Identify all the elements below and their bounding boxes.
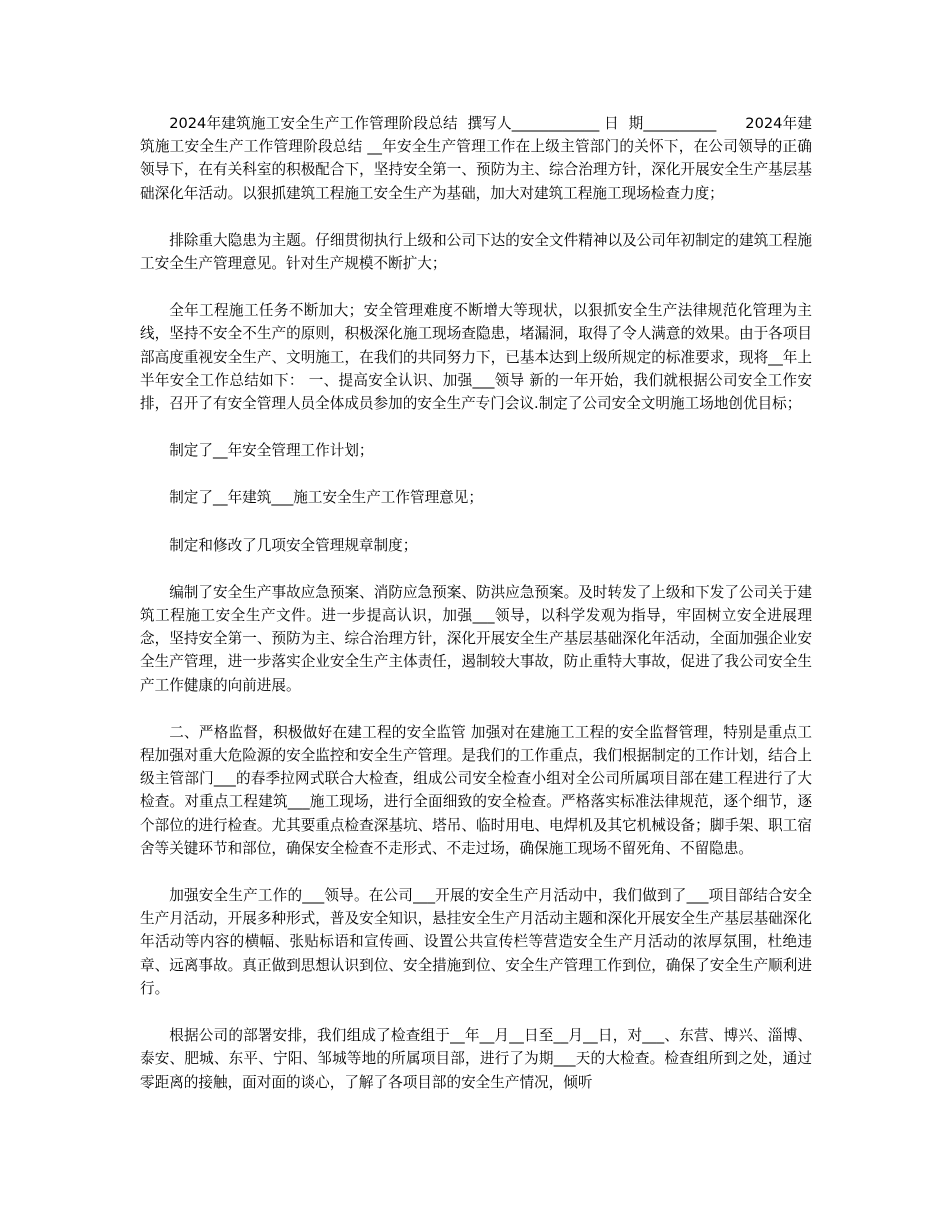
paragraph-emergency-plans: 编制了安全生产事故应急预案、消防应急预案、防洪应急预案。及时转发了上级和下发了公司关于建筑工程施工安全生产文件。进一步提高认识，加强___领导，以科学发观为指导，牢固树立安全进展理念，坚持安全第一、预防为主、综合治理方针，深化开展安全生产基层基础深化年活动，全面加强企业安全生产管理，进一步落实企业安全生产主体责任，遏制较大事故，防止重特大事故，促进了我公司安全生产工作健康的向前进展。 [140, 583, 812, 694]
paragraph-opinion: 制定了__年建筑___施工安全生产工作管理意见； [169, 489, 483, 507]
paragraph-hazard-theme: 排除重大隐患为主题。仔细贯彻执行上级和公司下达的安全文件精神以及公司年初制定的建筑工程施工安全生产管理意见。针对生产规模不断扩大； [140, 231, 812, 273]
paragraph-plan: 制定了__年安全管理工作计划； [169, 442, 374, 460]
document-page [140, 112, 812, 1118]
paragraph-rules: 制定和修改了几项安全管理规章制度； [169, 536, 418, 554]
paragraph-inspection: 根据公司的部署安排，我们组成了检查组于__年__月__日至__月__日，对___、东营、博兴、淄博、泰安、肥城、东平、宁阳、邹城等地的所属项目部，进行了为期___天的大检查。检查组所到之处，通过零距离的接触，面对面的谈心，了解了各项目部的安全生产情况，倾听 [140, 1027, 812, 1091]
paragraph-intro: 2024年建筑施工安全生产工作管理阶段总结 撰写人____________ 日 期__________ 2024年建筑施工安全生产工作管理阶段总结 __年安全生产管理工作在上级主管部门的关怀下，在公司领导的正确领导下，在有关科室的积极配合下，坚持安全第一、预防为主、综合治理方针，深化开展安全生产基层基础深化年活动。以狠抓建筑工程施工安全生产为基础，加大对建筑工程施工现场检查力度； [140, 115, 812, 202]
paragraph-supervision: 二、严格监督，积极做好在建工程的安全监管 加强对在建施工工程的安全监督管理，特别是重点工程加强对重大危险源的安全监控和安全生产管理。是我们的工作重点，我们根据制定的工作计划，结合上级主管部门___的春季拉网式联合大检查，组成公司安全检查小组对全公司所属项目部在建工程进行了大检查。对重点工程建筑___施工现场，进行全面细致的安全检查。严格落实标准法律规范，逐个细节，逐个部位的进行检查。尤其要重点检查深基坑、塔吊、临时用电、电焊机及其它机械设备；脚手架、职工宿舍等关键环节和部位，确保安全检查不走形式、不走过场，确保施工现场不留死角、不留隐患。 [140, 723, 812, 857]
paragraph-annual-tasks: 全年工程施工任务不断加大；安全管理难度不断增大等现状，以狠抓安全生产法律规范化管理为主线，坚持不安全不生产的原则，积极深化施工现场查隐患，堵漏洞，取得了令人满意的效果。由于各项目部高度重视安全生产、文明施工，在我们的共同努力下，已基本达到上级所规定的标准要求，现将__年上半年安全工作总结如下： 一、提高安全认识、加强___领导 新的一年开始，我们就根据公司安全工作安排，召开了有安全管理人员全体成员参加的安全生产专门会议.制定了公司安全文明施工场地创优目标； [140, 302, 812, 413]
paragraph-safety-month: 加强安全生产工作的___领导。在公司___开展的安全生产月活动中，我们做到了___项目部结合安全生产月活动，开展多种形式，普及安全知识，悬挂安全生产月活动主题和深化开展安全生产基层基础深化年活动等内容的横幅、张贴标语和宣传画、设置公共宣传栏等营造安全生产月活动的浓厚氛围，杜绝违章、远离事故。真正做到思想认识到位、安全措施到位、安全生产管理工作到位，确保了安全生产顺利进行。 [140, 887, 812, 997]
